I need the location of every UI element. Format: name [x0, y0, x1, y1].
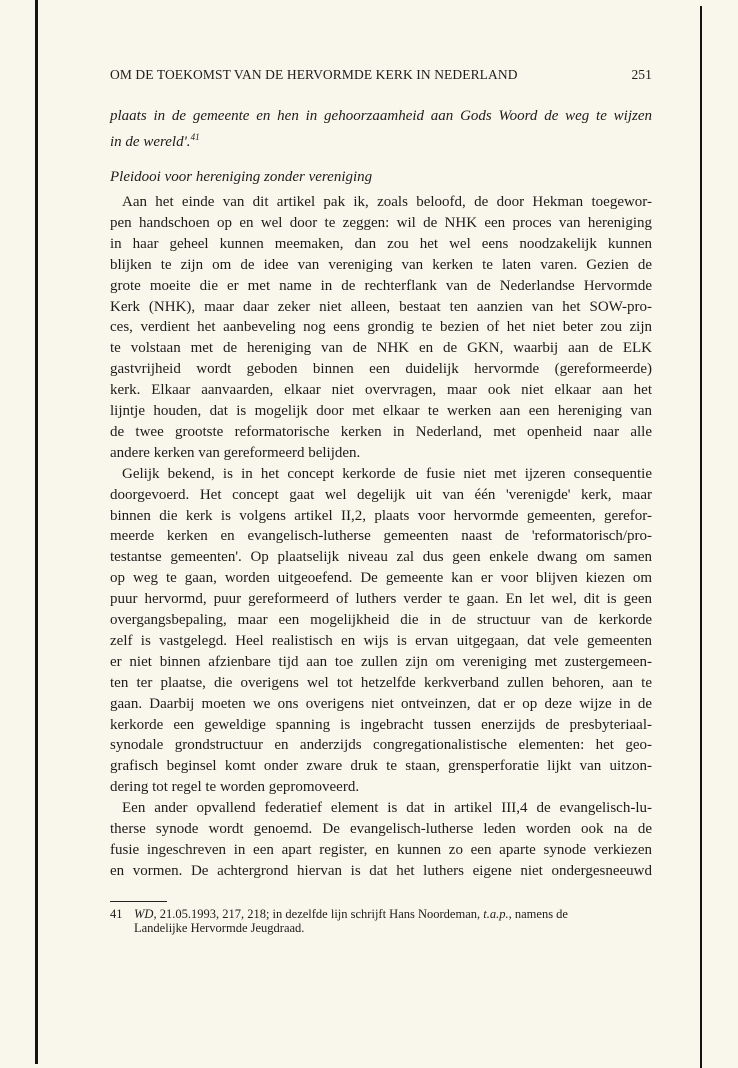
footnote-rule [110, 901, 167, 902]
footnote-ref[interactable]: 41 [190, 132, 200, 142]
paragraph-1-line: te volstaan met de hereniging van de NHK en de GKN, waarbij aan de ELK [110, 340, 652, 357]
scan-edge-left [35, 0, 38, 1064]
paragraph-1-line: pen handschoen op en wel door te zeggen: wil de NHK een proces van hereniging [110, 214, 652, 231]
paragraph-2-line: op weg te gaan, worden uitgeoefend. De gemeente kan er voor blijven kiezen om [110, 570, 652, 587]
paragraph-1-line: andere kerken van gereformeerd belijden. [110, 444, 361, 461]
running-header [110, 67, 652, 83]
paragraph-1-line: grote moeite die er met name in de rechterflank van de Nederlandse Hervormde [110, 277, 652, 294]
paragraph-2-line: zelf is vastgelegd. Heel realistisch en wijs is ervan uitgegaan, dat vele gemeenten [110, 632, 652, 649]
paragraph-1-line: lijntje houden, dat is mogelijk door met elkaar te werken aan een hereniging van [110, 403, 652, 419]
paragraph-1-line: ces, verdient het aanbeveling nog eens grondig te bezien of het niet beter zou zijn [110, 319, 652, 336]
paragraph-2-line: kerkorde een geweldige spanning is ingebracht tussen enerzijds de presbyteriaal- [110, 716, 652, 733]
paragraph-2-line: Gelijk bekend, is in het concept kerkorde de fusie niet met ijzeren consequentie [122, 465, 652, 482]
footnote-line-2: Landelijke Hervormde Jeugdraad. [134, 921, 305, 935]
paragraph-3-line: fusie ingeschreven in een apart register, en kunnen zo een aparte synode verkiezen [110, 841, 652, 858]
paragraph-1-line: de twee grootste reformatorische kerken in Nederland, met openheid naar alle [110, 423, 652, 440]
paragraph-2-line: ten ter plaatse, die overigens wel tot hetzelfde kerkverband zullen behoren, aan te [110, 674, 652, 691]
running-title: OM DE TOEKOMST VAN DE HERVORMDE KERK IN NEDERLAND [110, 67, 518, 82]
paragraph-3-line: en vormen. De achtergrond hiervan is dat het luthers eigene niet ondergesneeuwd [110, 862, 652, 879]
paragraph-1-line: Aan het einde van dit artikel pak ik, zoals beloofd, de door Hekman toegewor- [122, 194, 652, 210]
paragraph-2-line: er niet binnen afzienbare tijd aan toe zullen zijn om vereniging met zustergemeen- [110, 653, 652, 670]
quote-line: plaats in de gemeente en hen in gehoorzaamheid aan Gods Woord de weg te wijzen [110, 108, 652, 124]
footnote-number: 41 [110, 907, 123, 921]
paragraph-1-line: Kerk (NHK), maar daar zeker niet alleen, bestaat ten aanzien van het SOW-pro- [110, 298, 652, 315]
paragraph-2-line: binnen die kerk is volgens artikel II,2, plaats voor hervormde gemeenten, gerefor- [110, 507, 652, 524]
paragraph-1-line: gastvrijheid wordt geboden binnen een duidelijk hervormde (gereformeerde) [110, 361, 652, 378]
paragraph-2-line: synodale grondstructuur en anderzijds congregationalistische elementen: het geo- [110, 737, 652, 754]
paragraph-2-line: meerde kerken en evangelisch-lutherse gemeenten naast de 'reformatorisch/pro- [110, 528, 652, 545]
paragraph-2-line: doorgevoerd. Het concept gaat wel degelijk uit van één 'verenigde' kerk, maar [110, 486, 652, 503]
footnote: 41 WD, 21.05.1993, 217, 218; in dezelfde lijn schrijft Hans Noordeman, t.a.p., namens de [110, 907, 568, 921]
page-number: 251 [631, 67, 652, 82]
paragraph-2-line: dering tot regel te worden gepromoveerd. [110, 779, 360, 796]
footnote-source: WD [134, 907, 154, 921]
paragraph-1-line: blijken te zijn om de idee van vereniging van kerken te laten varen. Gezien de [110, 256, 652, 273]
paragraph-2-line: gaan. Daarbij moeten we ons overigens niet ontveinzen, dat er op deze wijze in de [110, 695, 652, 712]
paragraph-3-line: Een ander opvallend federatief element is dat in artikel III,4 de evangelisch-lu- [122, 800, 652, 817]
section-heading: Pleidooi voor hereniging zonder vereniging [110, 169, 373, 185]
paragraph-3-line: therse synode wordt genoemd. De evangelisch-lutherse leden worden ook na de [110, 821, 652, 837]
paragraph-2-line: testantse gemeenten'. Op plaatselijk niveau zal dus geen enkele dwang om samen [110, 549, 652, 566]
paragraph-2-line: puur hervormd, puur gereformeerd of luthers verder te gaan. En let wel, dit is geen [110, 591, 652, 608]
quote-line: in de wereld'.$^{41}$ [110, 132, 200, 150]
paragraph-2-line: grafisch beginsel komt onder zware druk te staan, grensperforatie lijkt van uitzon- [110, 758, 652, 775]
paragraph-1-line: kerk. Elkaar aanvaarden, elkaar niet overvragen, maar ook niet elkaar aan het [110, 382, 652, 399]
paragraph-2-line: overgangsbepaling, maar een mogelijkheid die in de structuur van de kerkorde [110, 612, 652, 628]
scan-edge-right [700, 6, 702, 1068]
paragraph-1-line: in haar geheel kunnen meemaken, dan zou het wel eens noodzakelijk kunnen [110, 235, 652, 252]
